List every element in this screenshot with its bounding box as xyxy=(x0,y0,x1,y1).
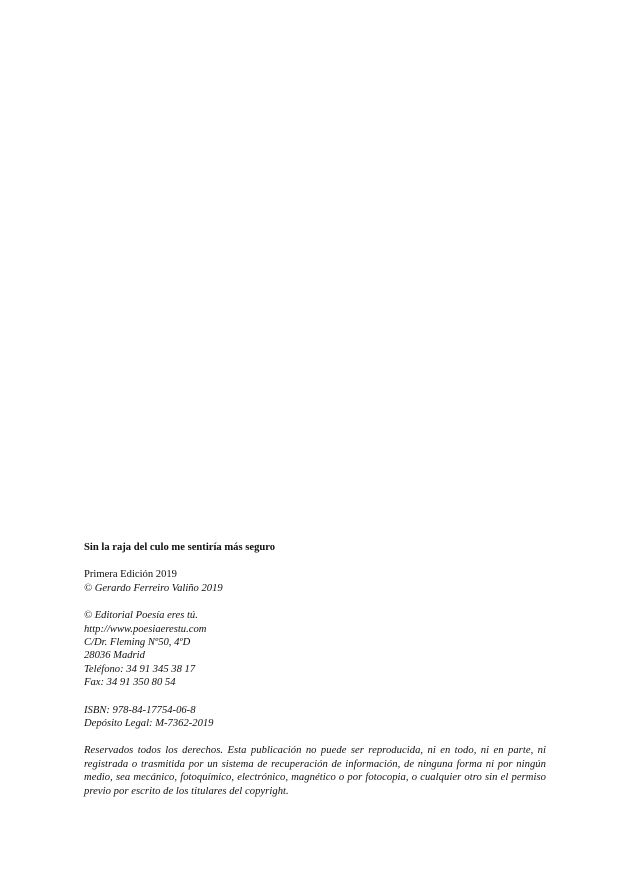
rights-notice: Reservados todos los derechos. Esta publicación no puede ser reproducida, ni en todo, ni en parte, ni registrada o trasmitida por un sistema de recuperación de información, de ninguna forma ni por ningún medio, sea mecánico, fotoquímico, electrónico, magnético o por fotocopia, o cualquier otro sin el permiso previo por escrito de los titulares del copyright. xyxy=(84,745,546,797)
legal-block xyxy=(84,704,546,731)
publisher-block xyxy=(84,609,546,689)
book-title: Sin la raja del culo me sentiría más seguro xyxy=(84,542,276,553)
publisher-url: http://www.poesiaerestu.com xyxy=(84,623,207,635)
edition-line: Primera Edición 2019 xyxy=(84,569,177,581)
publisher-name: © Editorial Poesía eres tú. xyxy=(84,610,198,622)
publisher-phone: Teléfono: 34 91 345 38 17 xyxy=(84,663,196,675)
publisher-city: 28036 Madrid xyxy=(84,650,145,662)
credits-block xyxy=(84,541,546,798)
publisher-address: C/Dr. Fleming Nº50, 4ºD xyxy=(84,637,191,649)
isbn-line: ISBN: 978-84-17754-06-8 xyxy=(84,704,196,716)
edition-block xyxy=(84,568,546,595)
publisher-fax: Fax: 34 91 350 80 54 xyxy=(84,677,176,689)
author-copyright: © Gerardo Ferreiro Valiño 2019 xyxy=(84,582,223,594)
legal-deposit-line: Depósito Legal: M-7362-2019 xyxy=(84,718,214,730)
